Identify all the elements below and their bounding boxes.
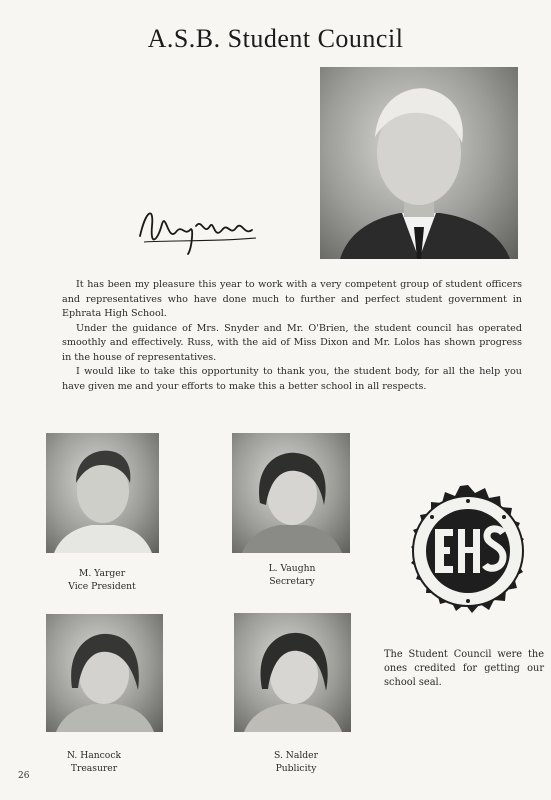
officer-caption-hancock — [34, 750, 154, 775]
school-seal-logo — [399, 483, 537, 621]
president-portrait-photo — [320, 67, 518, 259]
officer-name: L. Vaughn — [268, 563, 316, 574]
officer-caption-vaughn — [232, 563, 352, 588]
letter-paragraph: It has been my pleasure this year to work with a very competent group of student officers and representatives who have done much to further and perfect student government in Ephrata High School. — [62, 279, 522, 319]
president-signature — [132, 196, 262, 260]
officer-role: Treasurer — [70, 762, 118, 774]
officer-caption-yarger — [42, 568, 162, 593]
officer-role: Publicity — [275, 762, 317, 774]
page-number: 26 — [18, 771, 30, 781]
seal-note: The Student Council were the ones credited for getting our school seal. — [384, 649, 544, 688]
officer-caption-nalder — [236, 750, 356, 775]
officer-name: M. Yarger — [78, 568, 126, 579]
officer-photo-hancock — [46, 614, 163, 732]
officer-photo-nalder — [234, 613, 351, 732]
page-title: A.S.B. Student Council — [147, 24, 404, 53]
officer-photo-yarger — [46, 433, 159, 553]
officer-name: N. Hancock — [66, 750, 122, 761]
officer-name: S. Nalder — [274, 750, 318, 761]
letter-paragraph: Under the guidance of Mrs. Snyder and Mr. O'Brien, the student council has operated smoothly and effectively. Russ, with the aid of Miss Dixon and Mr. Lolos has shown progress in the house of representatives. — [62, 322, 522, 363]
officer-role: Secretary — [269, 575, 315, 587]
letter-paragraph: I would like to take this opportunity to thank you, the student body, for all the help you have given me and your efforts to make this a better school in all respects. — [62, 366, 522, 392]
officer-photo-vaughn — [232, 433, 350, 553]
president-letter — [62, 278, 522, 394]
officer-role: Vice President — [68, 580, 136, 592]
